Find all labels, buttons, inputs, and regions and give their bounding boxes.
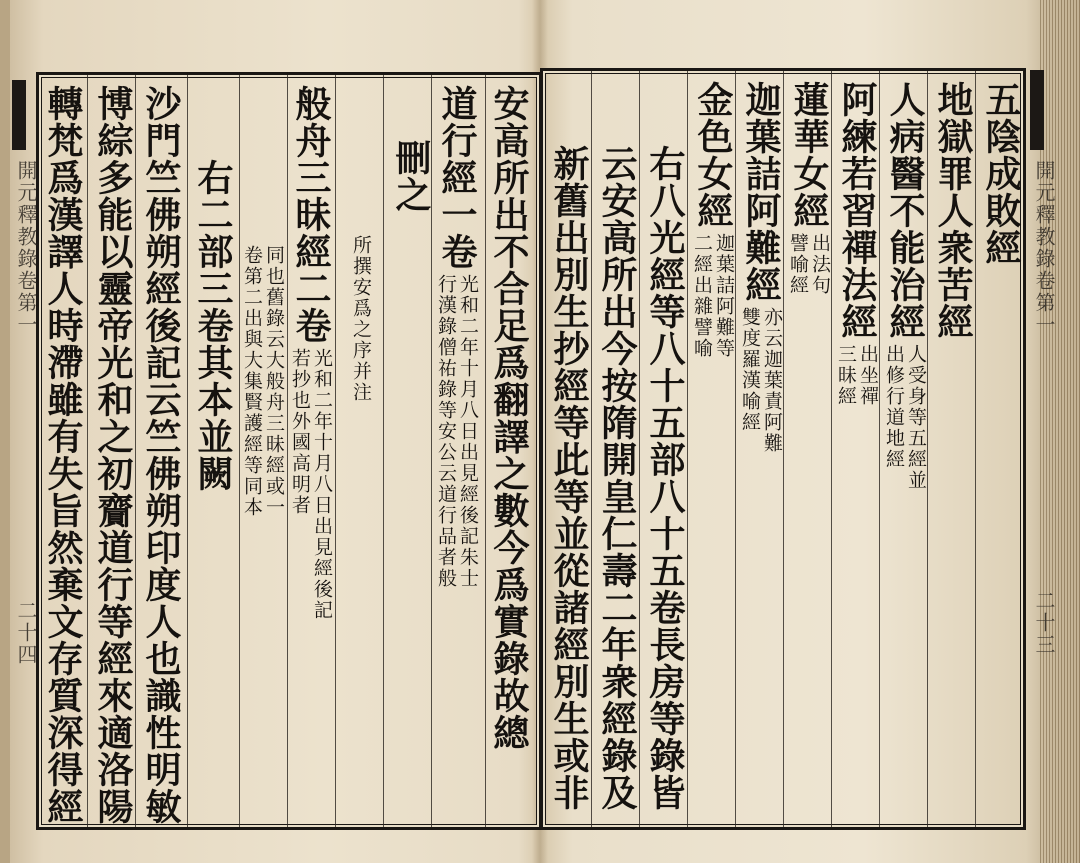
annotation-text: 雙度羅漢喻經 <box>739 307 761 433</box>
annotation-text: 迦葉詰阿難等 <box>713 233 735 359</box>
annotation-text: 所撰安爲之序并注 <box>350 235 372 403</box>
text-column <box>289 85 333 621</box>
column-main-text: 博綜多能以靈帝光和之初齎道行等經來適洛陽 <box>92 85 134 825</box>
right-margin-title: 開元釋教錄卷第一 <box>1032 160 1056 336</box>
text-column <box>595 145 639 811</box>
text-column <box>643 145 687 811</box>
annotation-text: 卷第二出與大集賢護經等同本 <box>241 245 263 518</box>
column-main-text: 般舟三昧經二卷 <box>290 85 332 344</box>
column-main-text: 阿練若習禪法經 <box>836 81 878 340</box>
left-margin-title: 開元釋教錄卷第一 <box>14 160 38 336</box>
column-main-text: 地獄罪人衆苦經 <box>932 81 974 340</box>
text-column <box>547 145 591 811</box>
text-column <box>241 85 285 518</box>
column-main-text: 右二部三卷其本並闕 <box>192 159 234 492</box>
right-page-edge <box>1040 0 1080 863</box>
text-column <box>931 81 975 340</box>
column-main-text: 刪之 <box>390 139 432 213</box>
column-main-text: 右八光經等八十五部八十五卷長房等錄皆 <box>644 145 686 811</box>
column-main-text: 安高所出不合足爲翻譯之數今爲實錄故總 <box>488 85 530 751</box>
text-column <box>691 81 735 359</box>
annotation-text: 出坐禪 <box>857 344 879 407</box>
text-column <box>487 85 531 751</box>
column-main-text: 沙門竺佛朔經後記云竺佛朔印度人也識性明敏 <box>140 85 182 825</box>
annotation-text: 行漢錄僧祐錄等安公云道行品者般 <box>435 274 457 589</box>
column-main-text: 轉梵爲漢譯人時滯雖有失旨然棄文存質深得經 <box>42 85 84 825</box>
text-column <box>435 85 479 589</box>
text-column <box>139 85 183 825</box>
column-main-text: 新舊出別生抄經等此等並從諸經別生或非 <box>548 145 590 811</box>
text-column <box>787 81 831 296</box>
left-margin-page: 二十四 <box>14 600 38 666</box>
text-column <box>91 85 135 825</box>
text-column <box>339 85 383 403</box>
right-page-frame <box>540 68 1026 830</box>
column-main-text: 五陰成敗經 <box>980 81 1022 266</box>
column-main-text: 迦葉詰阿難經 <box>740 81 782 303</box>
text-column <box>835 81 879 407</box>
text-column <box>979 81 1023 266</box>
text-column <box>191 85 235 492</box>
text-column <box>883 81 927 491</box>
text-column <box>739 81 783 454</box>
column-main-text: 道行經一卷 <box>436 85 478 270</box>
left-page-edge <box>0 0 10 863</box>
left-fishtail-mark <box>12 80 26 150</box>
left-page-frame <box>36 72 542 830</box>
annotation-text: 同也舊錄云大般舟三昧經或一 <box>263 245 285 518</box>
annotation-text: 光和二年十月八日出見經後記 <box>311 348 333 621</box>
annotation-text: 亦云迦葉責阿難 <box>761 307 783 454</box>
column-main-text: 人病醫不能治經 <box>884 81 926 340</box>
annotation-text: 三昧經 <box>835 344 857 407</box>
annotation-text: 光和二年十月八日出見經後記朱士 <box>457 274 479 589</box>
column-main-text: 金色女經 <box>692 81 734 229</box>
column-main-text: 蓮華女經 <box>788 81 830 229</box>
text-column <box>41 85 85 825</box>
annotation-text: 人受身等五經並 <box>905 344 927 491</box>
right-fishtail-mark <box>1030 70 1044 150</box>
right-margin-page: 二十三 <box>1032 590 1056 656</box>
annotation-text: 二經出雜譬喻 <box>691 233 713 359</box>
annotation-text: 譬喻經 <box>787 233 809 296</box>
column-main-text: 云安高所出今按隋開皇仁壽二年衆經錄及 <box>596 145 638 811</box>
annotation-text: 若抄也外國高明者 <box>289 348 311 516</box>
annotation-text: 出修行道地經 <box>883 344 905 470</box>
annotation-text: 出法句 <box>809 233 831 296</box>
text-column <box>389 85 433 213</box>
